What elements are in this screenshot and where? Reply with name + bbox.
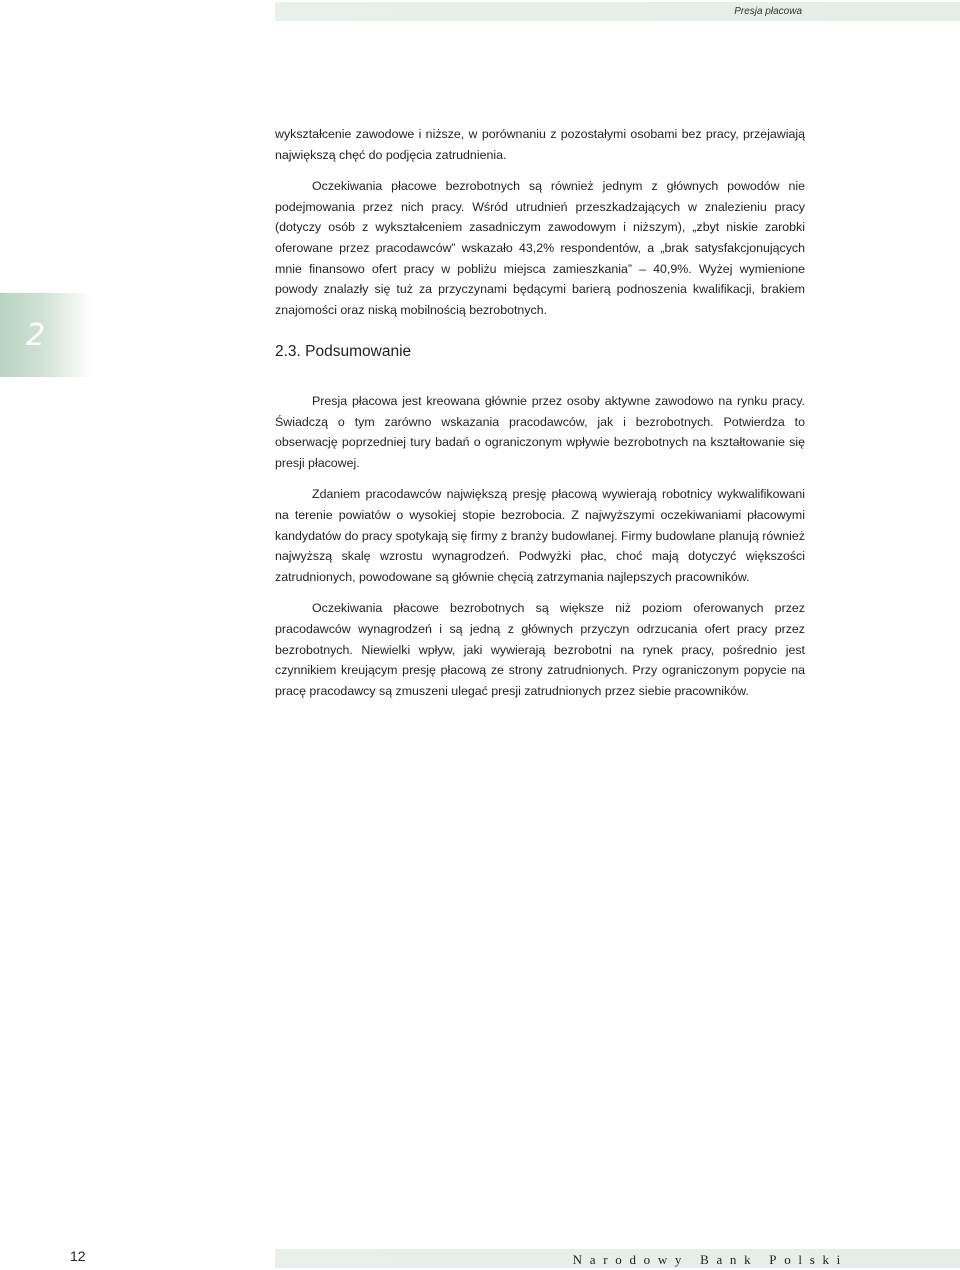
- paragraph: Oczekiwania płacowe bezrobotnych są większe niż poziom oferowanych przez pracodawców wynagrodzeń i są jedną z głównych przyczyn odrzucania ofert pracy przez bezrobotnych. Niewielki wpływ, jaki wywierają bezrobotni na rynek pracy, pośrednio jest czynnikiem kreującym presję płacową ze strony zatrudnionych. Przy ograniczonym popycie na pracę pracodawcy są zmuszeni ulegać presji zatrudnionych przez siebie pracowników.: [275, 601, 805, 698]
- section-heading: 2.3. Podsumowanie: [275, 343, 412, 360]
- page-number: 12: [70, 1248, 86, 1264]
- paragraph: wykształcenie zawodowe i niższe, w porównaniu z pozostałymi osobami bez pracy, przejawiają największą chęć do podjęcia zatrudnienia.: [275, 127, 805, 162]
- paragraph: Presja płacowa jest kreowana głównie przez osoby aktywne zawodowo na rynku pracy. Świadczą o tym zarówno wskazania pracodawców, jak i bezrobotnych. Potwierdza to obserwację poprzedniej tury badań o ograniczonym wpływie bezrobotnych na kształtowanie się presji płacowej.: [275, 394, 805, 470]
- section-text: [275, 391, 805, 701]
- header-bar: [275, 2, 960, 21]
- paragraph: Oczekiwania płacowe bezrobotnych są również jednym z głównych powodów nie podejmowania przez nich pracy. Wśród utrudnień przeszkadzających w znalezieniu pracy (dotyczy osób z wykształceniem zasadniczym zawodowym i niższym), „zbyt niskie zarobki oferowane przez pracodawców” wskazało 43,2% respondentów, a „brak satysfakcjonujących mnie finansowo ofert pracy w pobliżu miejsca zamieszkania” – 40,9%. Wyżej wymienione powody znalazły się tuż za przyczynami będącymi barierą podnoszenia kwalifikacji, brakiem znajomości oraz niską mobilnością bezrobotnych.: [275, 179, 805, 317]
- chapter-number: 2: [26, 318, 46, 353]
- intro-text: [275, 124, 805, 320]
- paragraph: Zdaniem pracodawców największą presję płacową wywierają robotnicy wykwalifikowani na terenie powiatów o wysokiej stopie bezrobocia. Z najwyższymi oczekiwaniami płacowymi kandydatów do pracy spotykają się firmy z branży budowlanej. Firmy budowlane planują również najwyższą skalę wzrostu wynagrodzeń. Podwyżki płac, choć mają dotyczyć większości zatrudnionych, powodowane są głównie chęcią zatrzymania najlepszych pracowników.: [275, 487, 805, 584]
- chapter-tab: [0, 293, 92, 377]
- publisher-name: Narodowy Bank Polski: [572, 1252, 848, 1267]
- running-head: Presja płacowa: [734, 6, 802, 17]
